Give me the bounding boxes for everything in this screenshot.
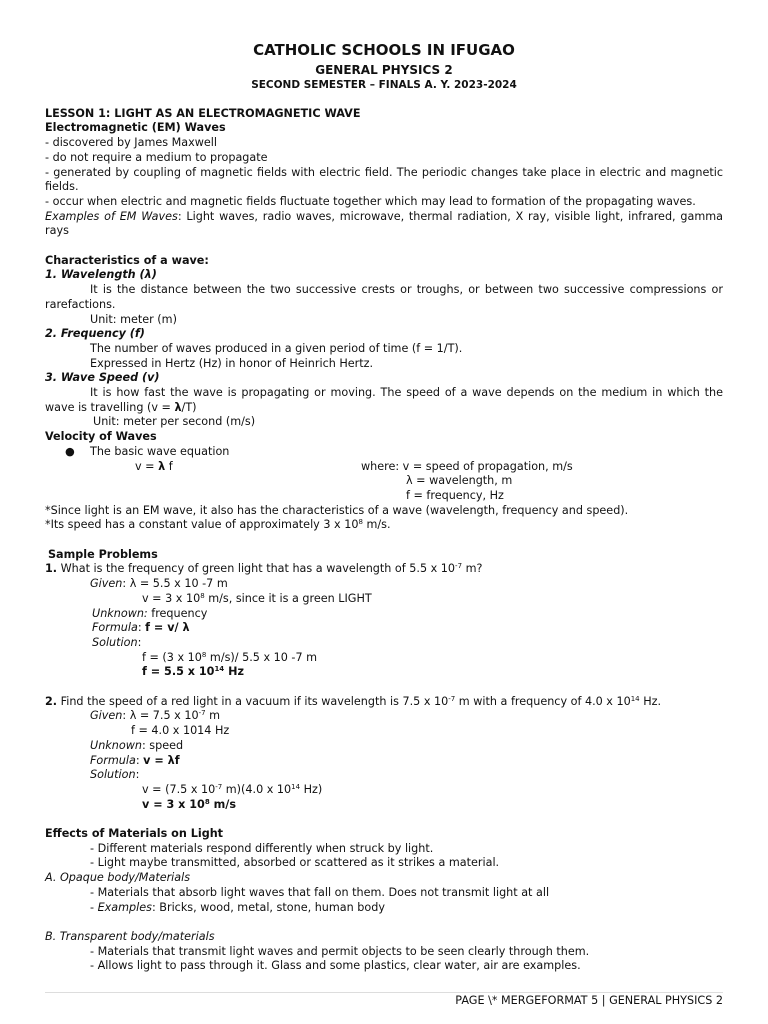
opaque-line-2: - Examples: Bricks, wood, metal, stone, human body — [90, 900, 385, 914]
em-point: - occur when electric and magnetic fields fluctuate together which may lead to formation of the propagating waves. — [45, 194, 696, 208]
effects-heading: Effects of Materials on Light — [45, 827, 224, 841]
examples-text: : Light waves, radio waves, microwave, thermal radiation, X ray, visible light, infrared, gamma rays — [45, 209, 723, 238]
speed-unit: Unit: meter per second (m/s) — [93, 415, 256, 429]
effects-line-2: - Light maybe transmitted, absorbed or scattered as it strikes a material. — [90, 856, 500, 870]
speed-title: 3. Wave Speed (v) — [45, 371, 160, 385]
page-footer: PAGE \* MERGEFORMAT 5 | GENERAL PHYSICS 2 — [455, 994, 723, 1007]
velocity-bullet-text: The basic wave equation — [90, 444, 230, 458]
problem-1-given-2: v = 3 x $10^8$ m/s, since it is a green LIGHT — [142, 591, 372, 605]
lesson-title: LESSON 1: LIGHT AS AN ELECTROMAGNETIC WAVE — [45, 106, 361, 120]
problem-2-question: 2. Find the speed of a red light in a vacuum if its wavelength is 7.5 x $10^{-7}$ m with a frequency of 4.0 x $10^{14}$ Hz. — [45, 694, 662, 708]
em-point: - generated by coupling of magnetic fields with electric field. The periodic changes take place in electric and magnetic fields. — [45, 165, 723, 194]
wavelength-title: 1. Wavelength (λ) — [45, 268, 157, 282]
frequency-title: 2. Frequency (f) — [45, 327, 145, 341]
bullet-icon: ● — [65, 444, 75, 458]
em-examples — [45, 210, 723, 239]
where-frequency-row — [45, 489, 723, 504]
speed-desc: It is how fast the wave is propagating or moving. The speed of a wave depends on the medium in which the wave is travelling (v = λ/T) — [45, 386, 723, 414]
characteristics-heading: Characteristics of a wave: — [45, 253, 209, 267]
where-wavelength-row — [45, 474, 723, 489]
em-heading: Electromagnetic (EM) Waves — [45, 121, 226, 135]
sample-heading: Sample Problems — [48, 547, 158, 561]
wave-equation-row — [45, 460, 723, 475]
problem-1-unknown: Unknown: frequency — [92, 606, 208, 620]
examples-label: Examples of EM Waves — [45, 209, 178, 223]
where-frequency: f = frequency, Hz — [406, 488, 504, 502]
wavelength-desc: It is the distance between the two successive crests or troughs, or between two successive compressions or rarefactions. — [45, 283, 723, 311]
problem-2-unknown: Unknown: speed — [90, 738, 184, 752]
opaque-line-1: - Materials that absorb light waves that fall on them. Does not transmit light at all — [90, 885, 550, 899]
problem-2-given-2: f = 4.0 x 1014 Hz — [131, 724, 230, 738]
em-point: - do not require a medium to propagate — [45, 150, 268, 164]
problem-2-solution: v = (7.5 x $10^{-7}$ m)(4.0 x $10^{14}$ Hz) — [142, 782, 323, 796]
transparent-line-1: - Materials that transmit light waves and permit objects to be seen clearly through them. — [90, 944, 590, 958]
problem-2-formula: Formula: v = λf — [90, 753, 180, 767]
problem-1-solution: f = (3 x $10^8$ m/s)/ 5.5 x 10 -7 m — [142, 650, 318, 664]
problem-1-solution-label: Solution: — [92, 635, 142, 649]
problem-1-answer: f = 5.5 x $10^{14}$ Hz — [142, 665, 244, 679]
note-speed: *Its speed has a constant value of approximately 3 x $10^8$ m/s. — [45, 518, 391, 532]
transparent-title: B. Transparent body/materials — [45, 929, 215, 943]
where-speed: where: v = speed of propagation, m/s — [361, 459, 573, 473]
problem-2-given: Given: λ = 7.5 x $10^{-7}$ m — [90, 709, 221, 723]
problem-2-solution-label: Solution: — [90, 768, 140, 782]
frequency-unit: Expressed in Hertz (Hz) in honor of Heinrich Hertz. — [90, 356, 374, 370]
school-title: CATHOLIC SCHOOLS IN IFUGAO — [253, 41, 515, 59]
em-point: - discovered by James Maxwell — [45, 136, 218, 150]
subject-title: GENERAL PHYSICS 2 — [315, 63, 453, 77]
problem-1-question: 1. What is the frequency of green light that has a wavelength of 5.5 x $10^{-7}$ m? — [45, 562, 483, 576]
note-light: *Since light is an EM wave, it also has the characteristics of a wave (wavelength, frequency and speed). — [45, 503, 629, 517]
term-title: SECOND SEMESTER – FINALS A. Y. 2023-2024 — [251, 79, 517, 91]
effects-line-1: - Different materials respond differently when struck by light. — [90, 841, 434, 855]
where-wavelength: λ = wavelength, m — [406, 474, 513, 488]
problem-1-given: Given: λ = 5.5 x 10 -7 m — [90, 577, 228, 591]
velocity-heading: Velocity of Waves — [45, 430, 157, 444]
wave-equation: v = λ f — [135, 459, 173, 473]
velocity-bullet-row — [45, 445, 723, 460]
document-page — [45, 40, 723, 974]
frequency-desc: The number of waves produced in a given period of time (f = 1/T). — [90, 341, 463, 355]
transparent-line-2: - Allows light to pass through it. Glass and some plastics, clear water, air are examples. — [90, 959, 581, 973]
opaque-title: A. Opaque body/Materials — [45, 871, 191, 885]
footer-divider — [45, 992, 723, 993]
problem-1-formula: Formula: f = v/ λ — [92, 621, 190, 635]
wavelength-unit: Unit: meter (m) — [90, 312, 177, 326]
problem-2-answer: v = 3 x $10^8$ m/s — [142, 797, 237, 811]
